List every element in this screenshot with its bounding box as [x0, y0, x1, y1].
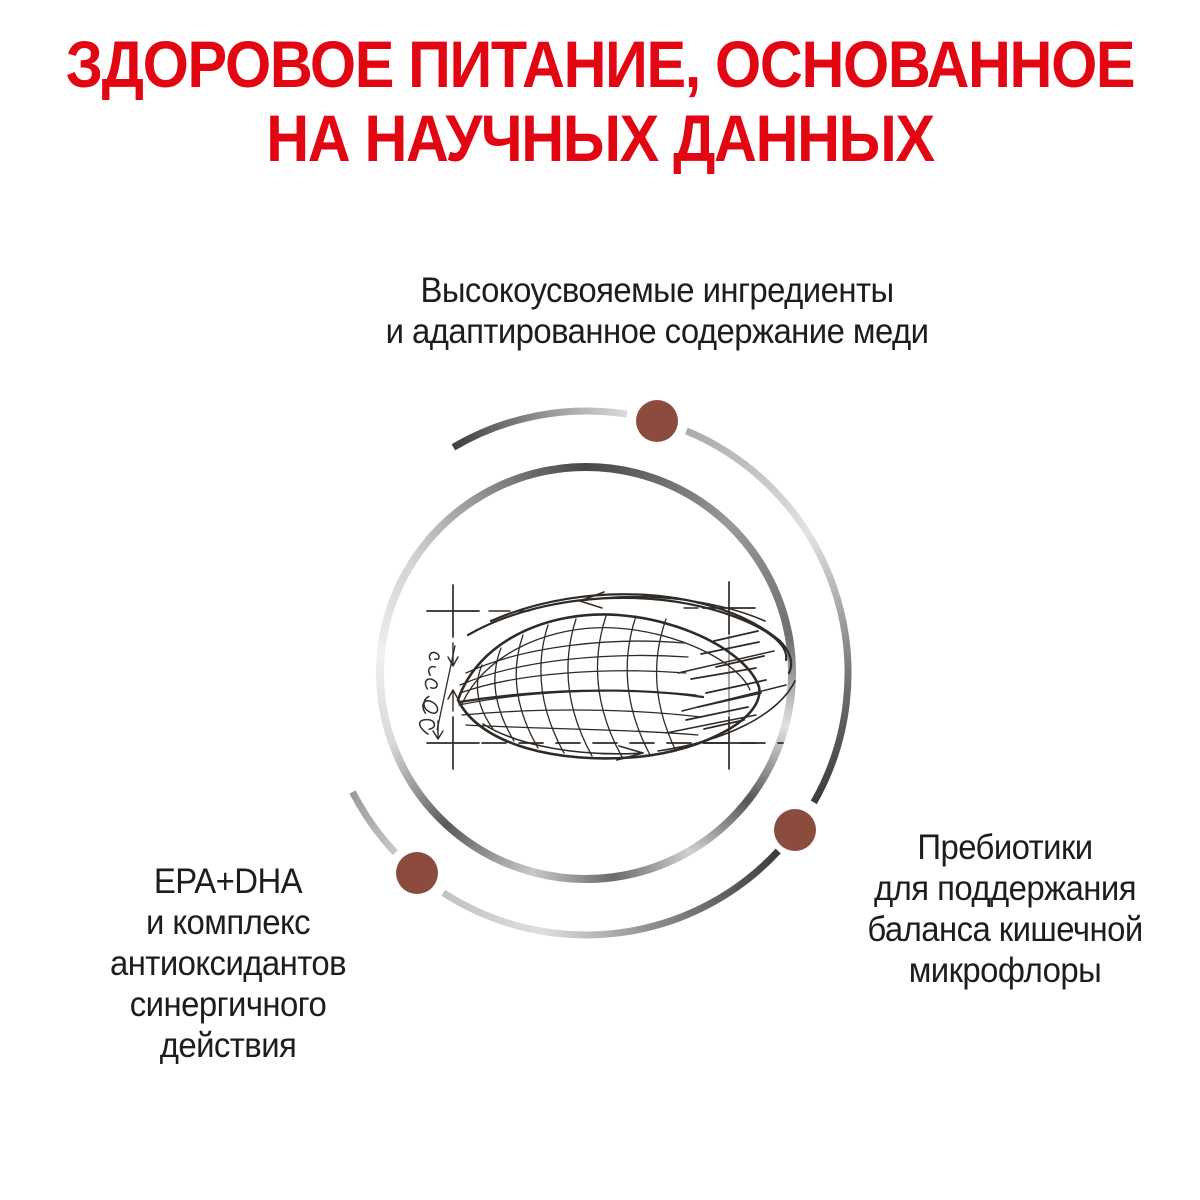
callout-left-line-3: антиоксидантов	[109, 944, 347, 983]
callout-right-line-2: для поддержания	[874, 869, 1136, 908]
callout-prebiotics	[817, 827, 1193, 991]
outer-arc-bottom-left	[353, 792, 396, 853]
callout-left-line-4: синергичного	[129, 985, 327, 1024]
callout-right-line-4: микрофлоры	[908, 951, 1102, 990]
outer-arc-top-left	[453, 411, 627, 447]
headline-line-2: НА НАУЧНЫХ ДАННЫХ	[266, 101, 934, 175]
kibble-outline	[458, 614, 759, 758]
callout-epa-dha-antioxidants	[40, 861, 416, 1066]
callout-top-line-2: и адаптированное содержание меди	[385, 312, 929, 351]
callout-top-line-1: Высокоусвояемые ингредиенты	[420, 271, 894, 310]
callout-left-line-5: действия	[159, 1026, 297, 1065]
outer-arc-right	[686, 431, 848, 803]
callout-left-line-1: EPA+DHA	[153, 862, 303, 901]
headline-line-1: ЗДОРОВОЕ ПИТАНИЕ, ОСНОВАННОЕ	[65, 27, 1135, 101]
benefit-dot-top	[636, 400, 678, 442]
callout-digestible-ingredients	[281, 270, 1033, 352]
kibble-shading-hatch	[686, 631, 766, 729]
handwritten-note	[414, 641, 455, 736]
page-title	[60, 27, 1140, 175]
benefit-dot-bottom-right	[774, 809, 816, 851]
outer-arc-bottom	[443, 851, 778, 935]
callout-right-line-3: баланса кишечной	[867, 910, 1143, 949]
callout-left-line-2: и комплекс	[145, 903, 311, 942]
callout-right-line-1: Пребиотики	[917, 828, 1093, 867]
kibble-sketch-icon	[414, 582, 795, 769]
